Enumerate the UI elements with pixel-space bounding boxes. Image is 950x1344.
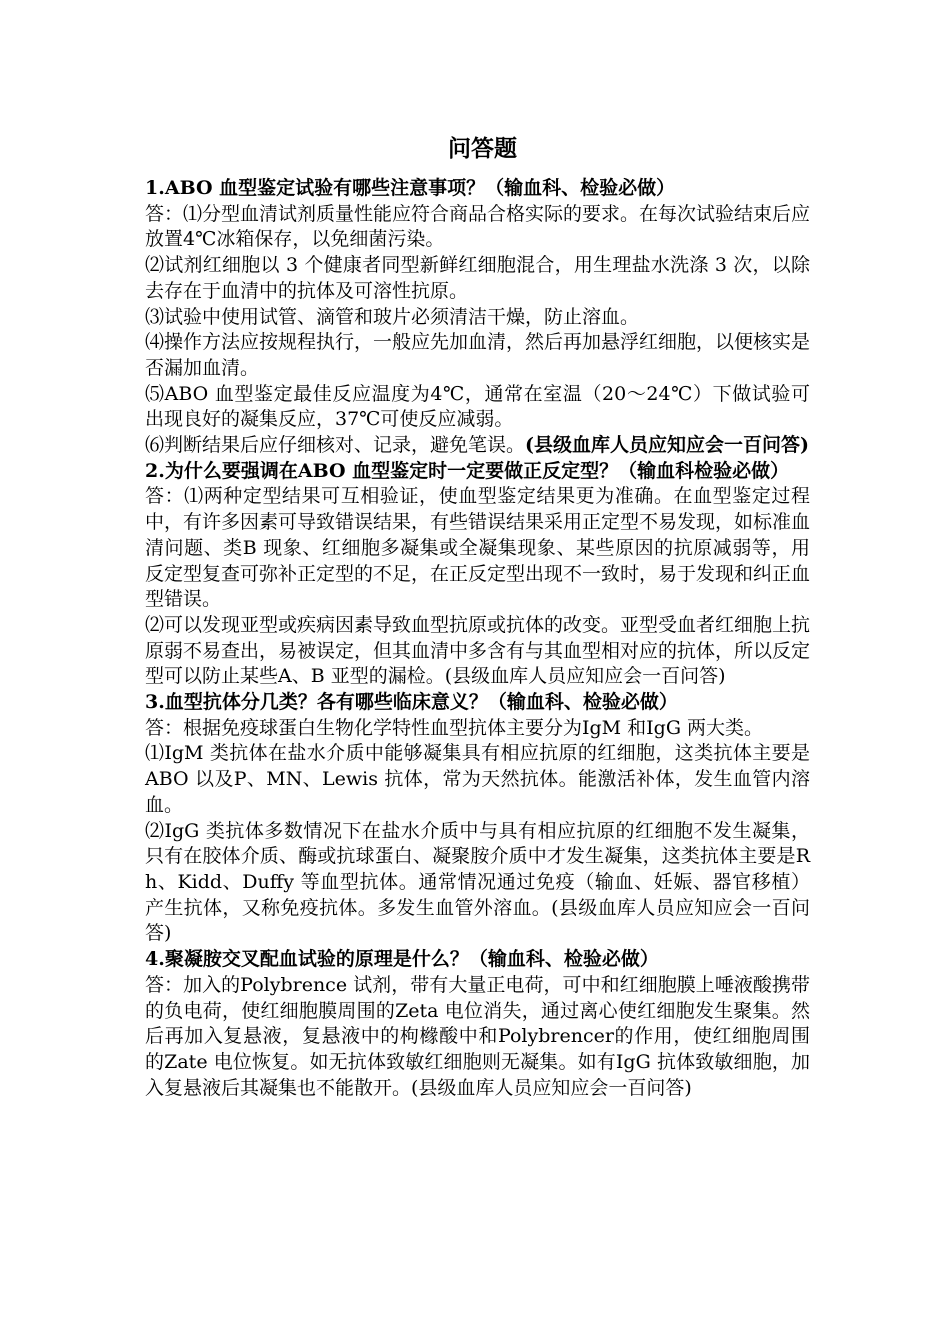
answer-paragraph: 答：⑴两种定型结果可互相验证，使血型鉴定结果更为准确。在血型鉴定过程中，有许多因素可导致错误结果，有些错误结果采用正定型不易发现，如标准血清问题、类B 现象、红细胞多凝集或全凝集现象、某些原因的抗原减弱等，用反定型复查可弥补正定型的不足，在正反定型出现不一致时，易于发现和纠正血型错误。	[145, 485, 811, 611]
answer-paragraph: ⑶试验中使用试管、滴管和玻片必须清洁干燥，防止溶血。	[145, 305, 640, 328]
question-4-heading: 4.聚凝胺交叉配血试验的原理是什么？（输血科、检验必做）	[145, 948, 659, 971]
answer-paragraph: ⑵试剂红细胞以 3 个健康者同型新鲜红细胞混合，用生理盐水洗涤 3 次，以除去存在于血清中的抗体及可溶性抗原。	[145, 254, 810, 302]
answer-paragraph: ⑷操作方法应按规程执行，一般应先加血清，然后再加悬浮红细胞，以便核实是否漏加血清。	[145, 331, 811, 379]
answer-paragraph: ⑵IgG 类抗体多数情况下在盐水介质中与具有相应抗原的红细胞不发生凝集，只有在胶体介质、酶或抗球蛋白、凝聚胺介质中才发生凝集，这类抗体主要是Rh、Kidd、Duffy 等血型抗体。通常情况通过免疫（输血、妊娠、器官移植）产生抗体，又称免疫抗体。多发生血管外溶血。(县级血库人员应知应会一百问答)	[145, 819, 810, 945]
page-title: 问答题	[448, 135, 517, 162]
answer-paragraph: 答：根据免疫球蛋白生物化学特性血型抗体主要分为IgM 和IgG 两大类。	[145, 716, 764, 739]
answer-paragraph: ⑴IgM 类抗体在盐水介质中能够凝集具有相应抗原的红细胞，这类抗体主要是ABO 以及P、MN、Lewis 抗体，常为天然抗体。能激活补体，发生血管内溶血。	[145, 742, 810, 816]
answer-paragraph: 答：加入的Polybrence 试剂，带有大量正电荷，可中和红细胞膜上唾液酸携带的负电荷，使红细胞膜周围的Zeta 电位消失，通过离心使红细胞发生聚集。然后再加入复悬液，复悬液中的枸橼酸中和Polybrencer的作用，使红细胞周围的Zate 电位恢复。如无抗体致敏红细胞则无凝集。如有IgG 抗体致敏细胞，加入复悬液后其凝集也不能散开。(县级血库人员应知应会一百问答)	[145, 973, 810, 1099]
source-citation: (县级血库人员应知应会一百问答)	[525, 434, 809, 457]
answer-paragraph	[145, 433, 810, 459]
answer-paragraph: ⑸ABO 血型鉴定最佳反应温度为4℃，通常在室温（20～24℃）下做试验可出现良好的凝集反应，37℃可使反应减弱。	[145, 382, 810, 431]
answer-text: ⑹判断结果后应仔细核对、记录，避免笔误。	[145, 434, 526, 457]
document-page	[145, 130, 810, 1101]
question-2-heading: 2.为什么要强调在ABO 血型鉴定时一定要做正反定型？（输血科检验必做）	[145, 459, 790, 482]
question-3-heading: 3.血型抗体分几类？各有哪些临床意义？（输血科、检验必做）	[145, 691, 678, 714]
question-1-heading: 1.ABO 血型鉴定试验有哪些注意事项？（输血科、检验必做）	[145, 177, 676, 199]
answer-paragraph: ⑵可以发现亚型或疾病因素导致血型抗原或抗体的改变。亚型受血者红细胞上抗原弱不易查出，易被误定，但其血清中多含有与其血型相对应的抗体，所以反定型可以防止某些A、B 亚型的漏检。(县级血库人员应知应会一百问答)	[145, 613, 811, 688]
answer-paragraph: 答：⑴分型血清试剂质量性能应符合商品合格实际的要求。在每次试验结束后应放置4℃冰箱保存，以免细菌污染。	[145, 202, 811, 251]
